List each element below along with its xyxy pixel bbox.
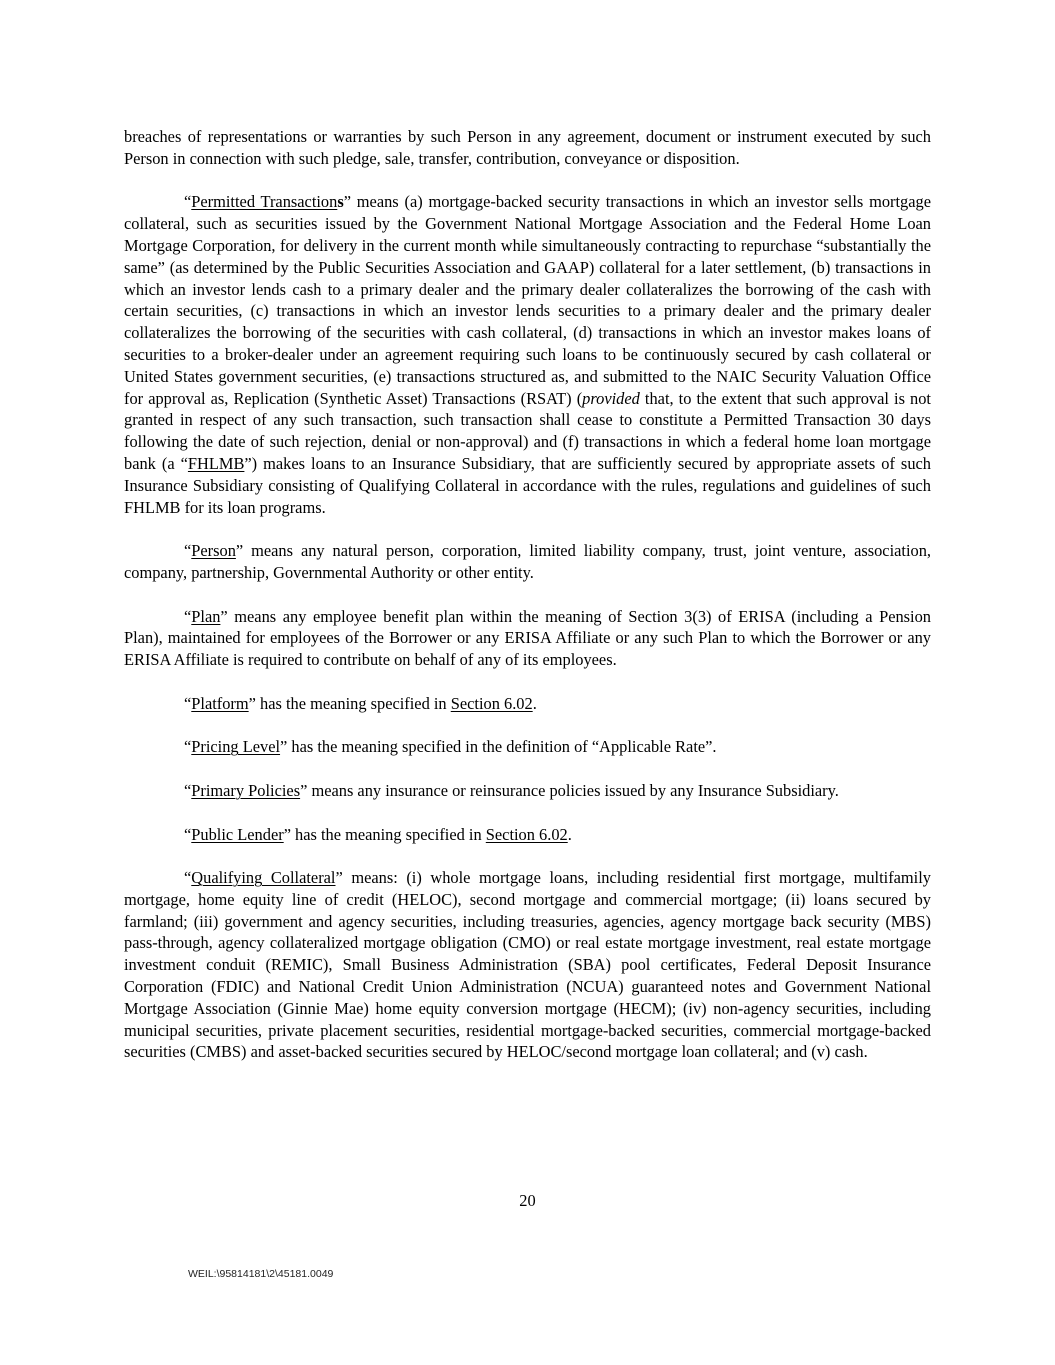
- defined-term: Plan: [191, 606, 221, 626]
- defined-term: Qualifying Collateral: [191, 868, 336, 888]
- definition-public-lender: [124, 824, 931, 846]
- defined-term: Pricing Level: [191, 737, 281, 757]
- definition-text: ” has the meaning specified in: [248, 693, 451, 713]
- definition-pricing-level: [124, 736, 931, 758]
- open-quote: “: [184, 868, 192, 888]
- open-quote: “: [184, 693, 192, 713]
- period: .: [567, 824, 572, 844]
- definition-platform: [124, 693, 931, 715]
- definition-text: ” means (a) mortgage-backed security transactions in which an investor sells mortgage collateral, such as securities issued by the Government National Mortgage Association and the Federal Home Loan Mortgage Corporation, for delivery in the current month while simultaneously contracting to repurchase “substantially the same” (as determined by the Public Securities Association and GAAP) collateral for a later settlement, (b) transactions in which an investor lends cash to a primary dealer and the primary dealer collateralizes the borrowing of the cash with certain securities, (c) transactions in which an investor lends securities to a primary dealer and the primary dealer collateralizes the borrowing of the securities with cash collateral, (d) transactions in which an investor makes loans of securities to a broker-dealer under an agreement requiring such loans to be continuously secured by cash collateral or United States government securities, (e) transactions structured as, and submitted to the NAIC Security Valuation Office for approval as, Replication (Synthetic Asset) Transactions (RSAT) (: [124, 192, 931, 408]
- definition-text: ” means: (i) whole mortgage loans, including residential first mortgage, multifamily mortgage, home equity line of credit (HELOC), second mortgage and commercial mortgage; (ii) loans secured by farmland; (iii) government and agency securities, including treasuries, agencies, agency mortgage back security (MBS) pass-through, agency collateralized mortgage obligation (CMO) or real estate mortgage investment, real estate mortgage investment conduit (REMIC), Small Business Administration (SBA) pool certificates, Federal Deposit Insurance Corporation (FDIC) and National Credit Union Administration (NCUA) guaranteed notes and Government National Mortgage Association (Ginnie Mae) home equity conversion mortgage (HECM); (iv) non-agency securities, including municipal securities, private placement securities, residential mortgage-backed securities, commercial mortgage-backed securities (CMBS) and asset-backed securities secured by HELOC/second mortgage loan collateral; and (v) cash.: [124, 868, 931, 1062]
- paragraph-continuation: [124, 126, 931, 170]
- document-id-footer: WEIL:\95814181\2\45181.0049: [188, 1268, 334, 1280]
- document-body: [124, 126, 931, 1085]
- definition-permitted-transactions: [124, 191, 931, 518]
- definition-text: ” has the meaning specified in: [283, 824, 486, 844]
- defined-term: Platform: [191, 693, 249, 713]
- open-quote: “: [184, 780, 192, 800]
- defined-term: Primary Policies: [191, 780, 301, 800]
- defined-term: Public Lender: [191, 824, 284, 844]
- defined-term-main: Permitted Transaction: [191, 192, 338, 212]
- open-quote: “: [184, 737, 192, 757]
- defined-term: [191, 192, 337, 211]
- open-quote: “: [184, 824, 192, 844]
- defined-term-bold-suffix: s: [337, 192, 344, 212]
- definition-plan: [124, 606, 931, 671]
- definition-person: [124, 540, 931, 584]
- definition-text: ” has the meaning specified in the definition of “Applicable Rate”.: [280, 737, 717, 757]
- definition-text: ”) makes loans to an Insurance Subsidiary, that are sufficiently secured by appropriate assets of such Insurance Subsidiary consisting of Qualifying Collateral in accordance with the rules, regulations and guidelines of such FHLMB for its loan programs.: [124, 453, 931, 517]
- section-reference: Section 6.02: [450, 693, 533, 713]
- open-quote: “: [184, 541, 192, 561]
- definition-text: ” means any employee benefit plan within the meaning of Section 3(3) of ERISA (including a Pension Plan), maintained for employees of the Borrower or any ERISA Affiliate or any such Plan to which the Borrower or any ERISA Affiliate is required to contribute on behalf of any of its employees.: [124, 606, 931, 670]
- definition-text: ” means any insurance or reinsurance policies issued by any Insurance Subsidiary.: [300, 780, 839, 800]
- definition-text: that, to the extent that such approval is not granted in respect of any such transaction, such transaction shall cease to constitute a Permitted Transaction 30 days following the date of such rejection, denial or non-approval) and (f) transactions in which a federal home loan mortgage bank (a “: [124, 388, 931, 473]
- open-quote: “: [184, 192, 192, 212]
- period: .: [532, 693, 537, 713]
- defined-term-fhlmb: FHLMB: [187, 453, 245, 473]
- definition-text: ” means any natural person, corporation, limited liability company, trust, joint venture, association, company, partnership, Governmental Authority or other entity.: [124, 541, 931, 582]
- page-number: 20: [519, 1191, 536, 1210]
- defined-term: Person: [191, 541, 236, 561]
- provided-italic: provided: [582, 388, 640, 408]
- definition-primary-policies: [124, 780, 931, 802]
- open-quote: “: [184, 606, 192, 626]
- paragraph-text: breaches of representations or warranties by such Person in any agreement, document or instrument executed by such Person in connection with such pledge, sale, transfer, contribution, conveyance or disposition.: [124, 127, 931, 168]
- definition-qualifying-collateral: [124, 867, 931, 1063]
- section-reference: Section 6.02: [485, 824, 568, 844]
